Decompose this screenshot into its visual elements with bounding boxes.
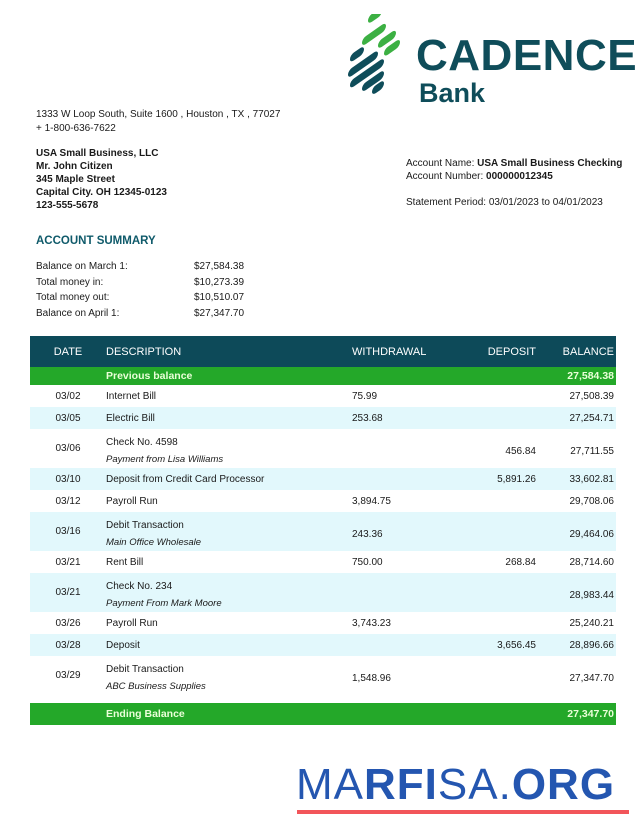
table-row (30, 573, 616, 612)
cell-date: 03/16 (30, 512, 106, 551)
cell-withdrawal (352, 634, 464, 656)
account-summary (36, 259, 244, 321)
cell-balance: 28,983.44 (544, 573, 616, 612)
cell-date: 03/26 (55, 617, 81, 629)
cell-deposit (464, 407, 544, 429)
header-description: DESCRIPTION (106, 336, 352, 367)
customer-name: Mr. John Citizen (36, 161, 113, 172)
cell-deposit: 5,891.26 (464, 468, 544, 490)
cell-balance: 27,254.71 (544, 407, 616, 429)
cell-balance: 27,347.70 (569, 672, 614, 684)
cell-withdrawal: 253.68 (352, 407, 464, 429)
cell-description-detail: Payment From Mark Moore (106, 598, 222, 609)
cell-date: 03/02 (55, 390, 81, 402)
customer-phone: 123-555-5678 (36, 200, 99, 211)
cell-description: Check No. 4598 Payment from Lisa Williams (106, 429, 352, 468)
summary-row: Balance on April 1: $27,347.70 (36, 307, 245, 319)
bank-address (36, 108, 280, 135)
cell-deposit: 3,656.45 (464, 634, 544, 656)
cell-balance: 27,508.39 (569, 390, 614, 402)
cell-withdrawal: 243.36 (352, 512, 464, 551)
cell-withdrawal (352, 429, 464, 468)
cell-description-detail: ABC Business Supplies (106, 681, 206, 692)
cell-withdrawal: 3,894.75 (352, 495, 391, 507)
cell-balance: 28,896.66 (544, 634, 616, 656)
table-header (30, 336, 616, 367)
cell-description-detail: Main Office Wholesale (106, 537, 202, 548)
table-row (30, 656, 616, 695)
cell-balance: 27,711.55 (570, 445, 614, 457)
customer-address (36, 147, 167, 212)
ending-balance-row: Ending Balance 27,347.70 (30, 703, 616, 725)
cell-balance: 29,708.06 (569, 495, 614, 507)
transactions-table (30, 336, 616, 725)
cell-withdrawal (352, 573, 464, 612)
cell-deposit (464, 385, 544, 407)
cadence-leaf-stripes-icon (346, 14, 406, 106)
header-date: DATE (30, 336, 106, 367)
cell-withdrawal: 750.00 (352, 556, 383, 568)
table-row (30, 490, 616, 512)
bank-street: 1333 W Loop South, Suite 1600 , Houston , TX , 77027 (36, 109, 281, 120)
account-summary-title: ACCOUNT SUMMARY (36, 235, 156, 247)
summary-row: Total money out: $10,510.07 (36, 292, 245, 303)
cell-date: 03/06 (55, 443, 81, 454)
cell-balance: 28,714.60 (569, 556, 614, 568)
cell-balance: 25,240.21 (569, 617, 614, 629)
cell-date: 03/21 (55, 556, 81, 568)
summary-row: Balance on March 1: $27,584.38 (36, 261, 245, 272)
cell-deposit (464, 612, 544, 634)
cell-withdrawal (352, 468, 464, 490)
cell-description: Rent Bill (106, 556, 144, 568)
cell-date: 03/21 (30, 573, 106, 612)
table-row (30, 512, 616, 551)
cell-balance: 29,464.06 (544, 512, 616, 551)
cell-date: 03/29 (55, 670, 81, 681)
cell-description: Check No. 234 Payment From Mark Moore (106, 573, 352, 612)
cell-date: 03/28 (30, 634, 106, 656)
cell-description: Debit Transaction ABC Business Supplies (106, 656, 352, 695)
cell-description: Payroll Run (106, 617, 158, 629)
cell-deposit: 456.84 (505, 445, 536, 457)
customer-company: USA Small Business, LLC (36, 148, 159, 159)
cell-description: Deposit from Credit Card Processor (106, 468, 352, 490)
cell-date: 03/05 (30, 407, 106, 429)
cell-description: Deposit (106, 634, 352, 656)
cell-deposit (464, 490, 544, 512)
cell-withdrawal: 3,743.23 (352, 617, 391, 629)
cell-description-detail: Payment from Lisa Williams (106, 454, 224, 465)
header-balance: BALANCE (544, 336, 616, 367)
cell-deposit (464, 656, 544, 695)
table-row (30, 385, 616, 407)
brand-subname: Bank (419, 78, 486, 108)
summary-row: Total money in: $10,273.39 (36, 276, 245, 288)
cell-withdrawal: 75.99 (352, 390, 378, 402)
account-info (406, 157, 622, 209)
cell-description: Payroll Run (106, 495, 158, 507)
table-row (30, 551, 616, 573)
customer-city: Capital City. OH 12345-0123 (36, 187, 167, 198)
customer-street: 345 Maple Street (36, 174, 115, 185)
cell-deposit (464, 573, 544, 612)
statement-period: Statement Period: 03/01/2023 to 04/01/2023 (406, 197, 603, 208)
account-number: Account Number: 000000012345 (406, 171, 553, 182)
cell-withdrawal: 1,548.96 (352, 672, 391, 684)
cell-description: Internet Bill (106, 390, 157, 402)
table-row (30, 612, 616, 634)
cadence-bank-logo (346, 14, 638, 108)
table-row (30, 429, 616, 468)
header-deposit: DEPOSIT (464, 336, 544, 367)
cell-date: 03/10 (30, 468, 106, 490)
brand-name: CADENCE (416, 31, 638, 80)
table-row (30, 634, 616, 656)
cell-date: 03/12 (55, 495, 81, 507)
cell-deposit (464, 512, 544, 551)
cell-balance: 33,602.81 (544, 468, 616, 490)
cell-description: Electric Bill (106, 407, 352, 429)
account-name: Account Name: USA Small Business Checking (406, 158, 623, 169)
cell-deposit: 268.84 (505, 556, 536, 568)
bank-phone: + 1-800-636-7622 (36, 122, 116, 134)
table-row (30, 468, 616, 490)
header-withdrawal: WITHDRAWAL (352, 336, 464, 367)
cell-description: Debit Transaction Main Office Wholesale (106, 512, 352, 551)
marfisa-watermark: MARFISA.ORG (296, 760, 616, 809)
watermark-underline (297, 810, 629, 814)
table-row (30, 407, 616, 429)
previous-balance-row: Previous balance 27,584.38 (30, 367, 616, 385)
